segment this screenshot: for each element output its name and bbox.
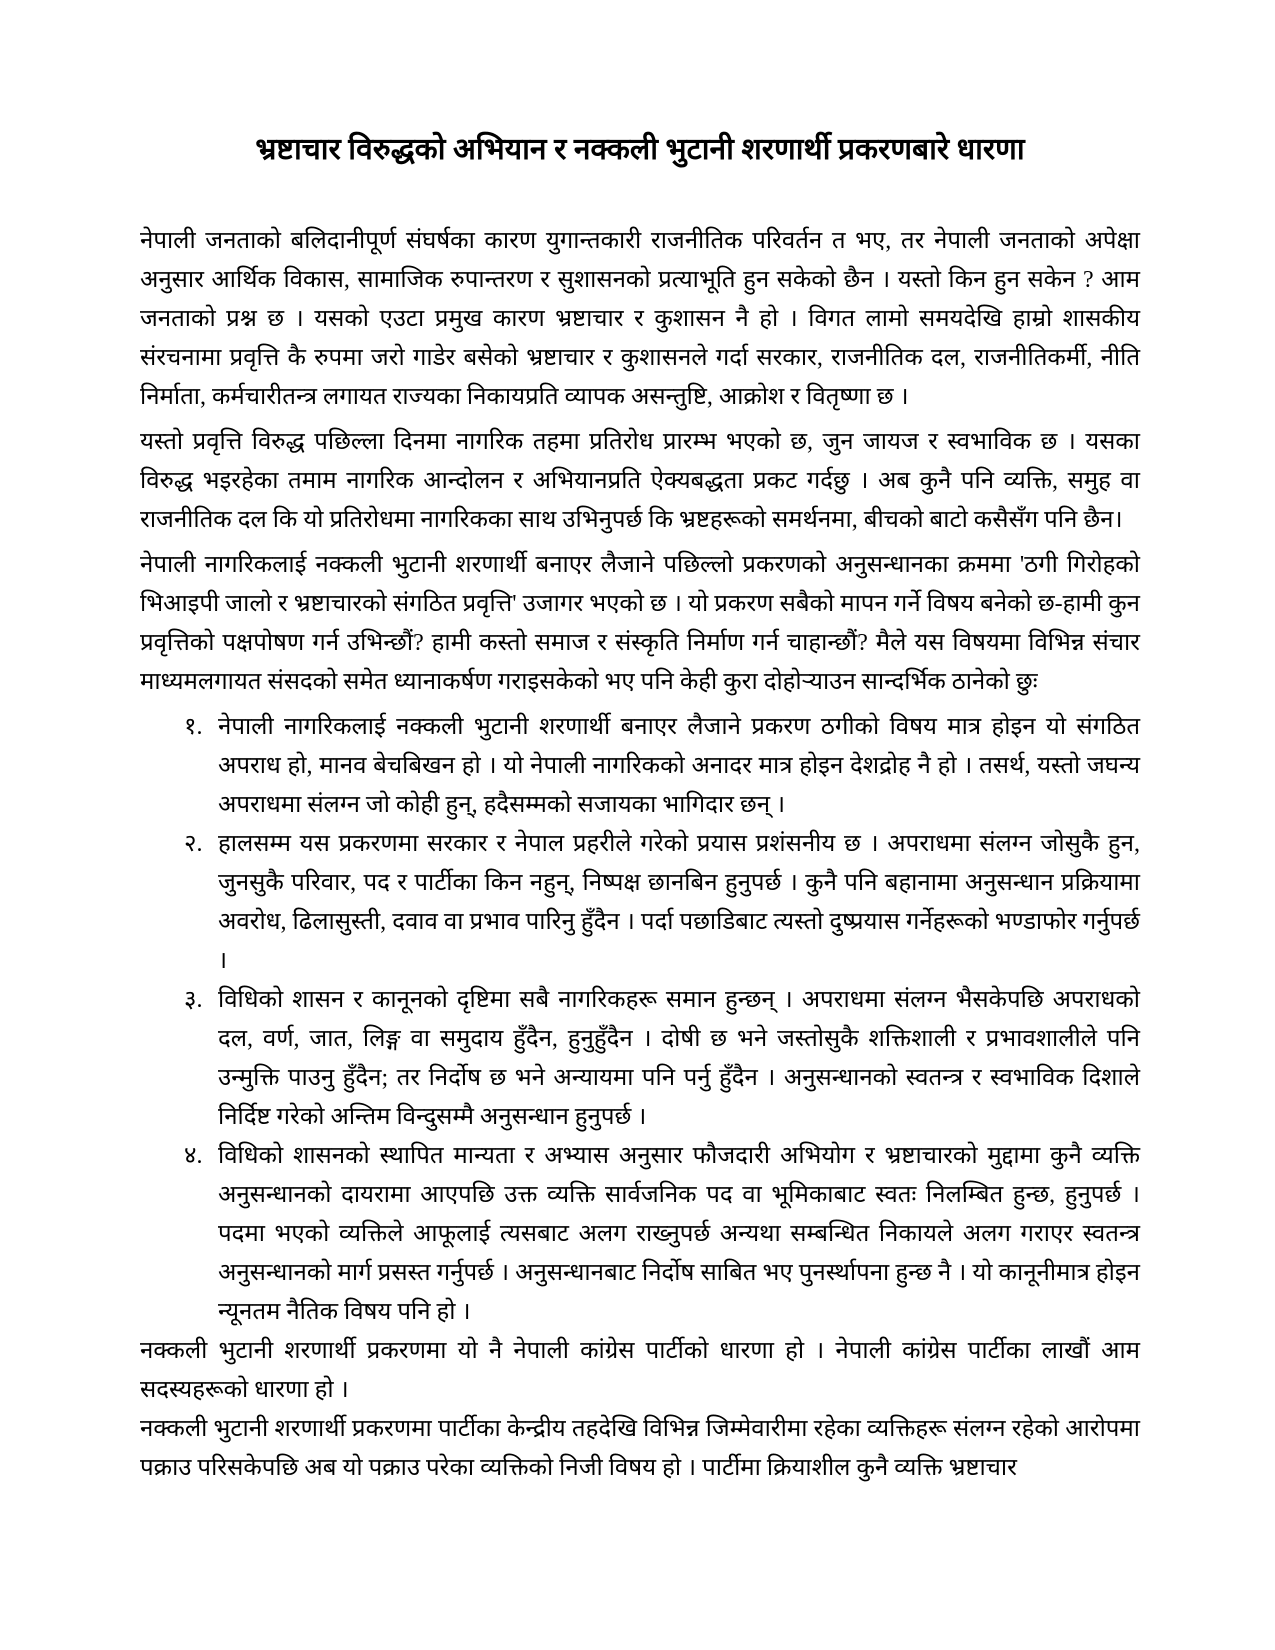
list-item-2	[140, 825, 1140, 981]
list-item-2-marker: २.	[184, 831, 203, 857]
list-item-3-marker: ३.	[184, 987, 203, 1013]
list-item-1-marker: १.	[184, 714, 203, 740]
paragraph-party-members: नक्कली भुटानी शरणार्थी प्रकरणमा पार्टीका केन्द्रीय तहदेखि विभिन्न जिम्मेवारीमा रहेका व्यक्तिहरू संलग्न रहेको आरोपमा पक्राउ परिसकेपछि अब यो पक्राउ परेका व्यक्तिको निजी विषय हो । पार्टीमा क्रियाशील कुनै व्यक्ति भ्रष्टाचार	[140, 1416, 1140, 1481]
paragraph-intro: नेपाली जनताको बलिदानीपूर्ण संघर्षका कारण युगान्तकारी राजनीतिक परिवर्तन त भए, तर नेपाली जनताको अपेक्षा अनुसार आर्थिक विकास, सामाजिक रुपान्तरण र सुशासनको प्रत्याभूति हुन सकेको छैन । यस्तो किन हुन सकेन ? आम जनताको प्रश्न छ । यसको एउटा प्रमुख कारण भ्रष्टाचार र कुशासन नै हो । विगत लामो समयदेखि हाम्रो शासकीय संरचनामा प्रवृत्ति कै रुपमा जरो गाडेर बसेको भ्रष्टाचार र कुशासनले गर्दा सरकार, राजनीतिक दल, राजनीतिकर्मी, नीति निर्माता, कर्मचारीतन्त्र लगायत राज्यका निकायप्रति व्यापक असन्तुष्टि, आक्रोश र वितृष्णा छ ।	[140, 228, 1140, 410]
document-title: भ्रष्टाचार विरुद्धको अभियान र नक्कली भुटानी शरणार्थी प्रकरणबारे धारणा	[255, 133, 1025, 166]
list-item-1-text: नेपाली नागरिकलाई नक्कली भुटानी शरणार्थी बनाएर लैजाने प्रकरण ठगीको विषय मात्र होइन यो संगठित अपराध हो, मानव बेचबिखन हो । यो नेपाली नागरिकको अनादर मात्र होइन देशद्रोह नै हो । तसर्थ, यस्तो जघन्य अपराधमा संलग्न जो कोही हुन्, हदैसम्मको सजायका भागिदार छन् ।	[218, 714, 1140, 818]
paragraph-refugee-case: नेपाली नागरिकलाई नक्कली भुटानी शरणार्थी बनाएर लैजाने पछिल्लो प्रकरणको अनुसन्धानका क्रममा 'ठगी गिरोहको भिआइपी जालो र भ्रष्टाचारको संगठित प्रवृत्ति' उजागर भएको छ । यो प्रकरण सबैको मापन गर्ने विषय बनेको छ-हामी कुन प्रवृत्तिको पक्षपोषण गर्न उभिन्छौं? हामी कस्तो समाज र संस्कृति निर्माण गर्न चाहान्छौं? मैले यस विषयमा विभिन्न संचार माध्यमलगायत संसदको समेत ध्यानाकर्षण गराइसकेको भए पनि केही कुरा दोहोऱ्याउन सान्दर्भिक ठानेको छुः	[140, 552, 1140, 695]
numbered-list	[140, 708, 1140, 1332]
list-item-2-text: हालसम्म यस प्रकरणमा सरकार र नेपाल प्रहरीले गरेको प्रयास प्रशंसनीय छ । अपराधमा संलग्न जोसुकै हुन, जुनसुकै परिवार, पद र पार्टीका किन नहुन्, निष्पक्ष छानबिन हुनुपर्छ । कुनै पनि बहानामा अनुसन्धान प्रक्रियामा अवरोध, ढिलासुस्ती, दवाव वा प्रभाव पारिनु हुँदैन । पर्दा पछाडिबाट त्यस्तो दुष्प्रयास गर्नेहरूको भण्डाफोर गर्नुपर्छ ।	[218, 831, 1140, 974]
list-item-1	[140, 708, 1140, 825]
paragraph-civil-resistance: यस्तो प्रवृत्ति विरुद्ध पछिल्ला दिनमा नागरिक तहमा प्रतिरोध प्रारम्भ भएको छ, जुन जायज र स्वभाविक छ । यसका विरुद्ध भइरहेका तमाम नागरिक आन्दोलन र अभियानप्रति ऐक्यबद्धता प्रकट गर्दछु । अब कुनै पनि व्यक्ति, समुह वा राजनीतिक दल कि यो प्रतिरोधमा नागरिकका साथ उभिनुपर्छ कि भ्रष्टहरूको समर्थनमा, बीचको बाटो कसैसँग पनि छैन।	[140, 429, 1140, 533]
list-item-4	[140, 1137, 1140, 1332]
list-item-3	[140, 981, 1140, 1137]
list-item-4-text: विधिको शासनको स्थापित मान्यता र अभ्यास अनुसार फौजदारी अभियोग र भ्रष्टाचारको मुद्दामा कुनै व्यक्ति अनुसन्धानको दायरामा आएपछि उक्त व्यक्ति सार्वजनिक पद वा भूमिकाबाट स्वतः निलम्बित हुन्छ, हुनुपर्छ । पदमा भएको व्यक्तिले आफूलाई त्यसबाट अलग राख्नुपर्छ अन्यथा सम्बन्धित निकायले अलग गराएर स्वतन्त्र अनुसन्धानको मार्ग प्रसस्त गर्नुपर्छ । अनुसन्धानबाट निर्दोष साबित भए पुनर्स्थापना हुन्छ नै । यो कानूनीमात्र होइन न्यूनतम नैतिक विषय पनि हो ।	[218, 1143, 1140, 1325]
list-item-4-marker: ४.	[184, 1143, 203, 1169]
paragraph-congress-position: नक्कली भुटानी शरणार्थी प्रकरणमा यो नै नेपाली कांग्रेस पार्टीको धारणा हो । नेपाली कांग्रेस पार्टीका लाखौं आम सदस्यहरूको धारणा हो ।	[140, 1338, 1140, 1403]
list-item-3-text: विधिको शासन र कानूनको दृष्टिमा सबै नागरिकहरू समान हुन्छन् । अपराधमा संलग्न भैसकेपछि अपराधको दल, वर्ण, जात, लिङ्ग वा समुदाय हुँदैन, हुनुहुँदैन । दोषी छ भने जस्तोसुकै शक्तिशाली र प्रभावशालीले पनि उन्मुक्ति पाउनु हुँदैन; तर निर्दोष छ भने अन्यायमा पनि पर्नु हुँदैन । अनुसन्धानको स्वतन्त्र र स्वभाविक दिशाले निर्दिष्ट गरेको अन्तिम विन्दुसम्मै अनुसन्धान हुनुपर्छ ।	[218, 987, 1140, 1130]
